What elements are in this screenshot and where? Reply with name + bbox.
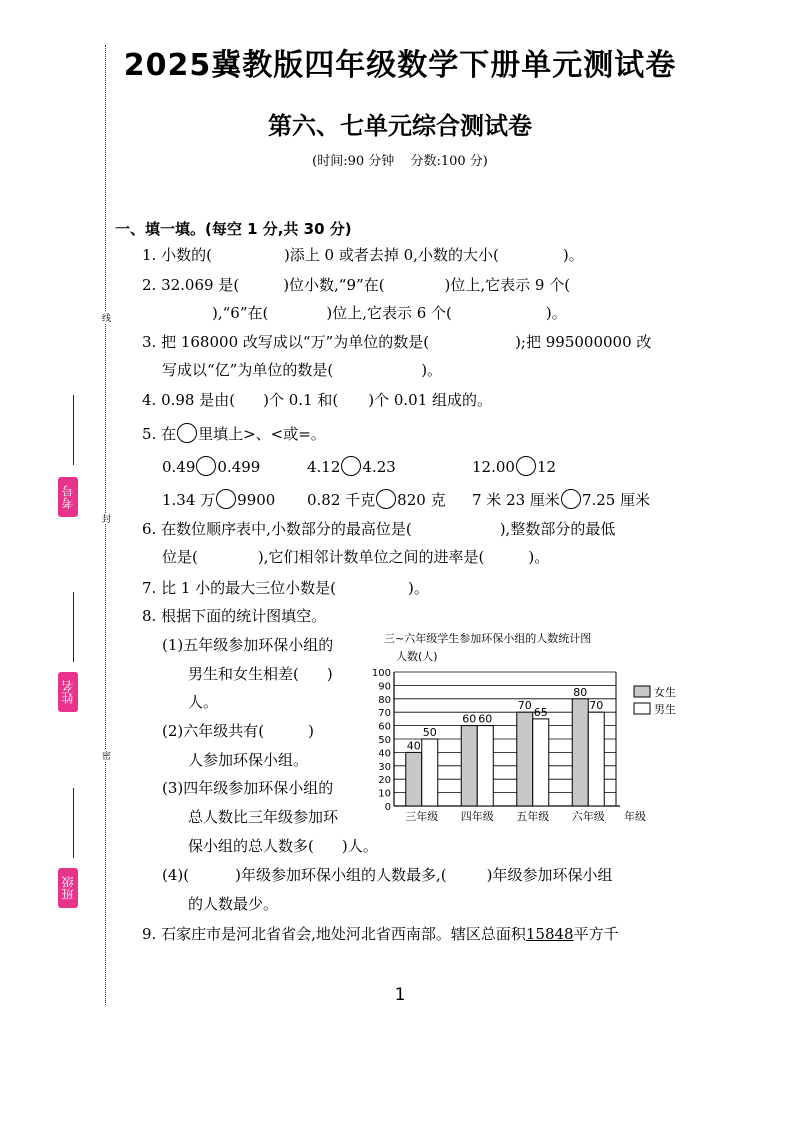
exam-score: 分数:100 分)	[410, 154, 488, 169]
question-6-line-1: 6. 在数位顺序表中,小数部分的最高位是( ),整数部分的最低	[142, 520, 616, 538]
chart-ytick-label: 80	[378, 694, 391, 706]
question-2-line-2: ),“6”在( )位上,它表示 6 个( )。	[212, 304, 567, 322]
chart-legend-label: 女生	[654, 686, 676, 699]
chart-data-label: 50	[422, 726, 437, 739]
chart-ytick-label: 90	[378, 681, 391, 693]
question-9: 9. 石家庄市是河北省省会,地处河北省西南部。辖区总面积15848平方千	[142, 925, 619, 943]
page-subtitle: 第六、七单元综合测试卷	[268, 111, 532, 140]
chart-ytick-label: 50	[378, 735, 391, 746]
class-line	[73, 788, 74, 858]
q8-part-3b: 总人数比三年级参加环	[188, 808, 339, 826]
chart-title: 三~六年级学生参加环保小组的人数统计图	[384, 632, 592, 645]
chart-bar	[533, 719, 549, 806]
q8-part-4b: 的人数最少。	[188, 895, 279, 913]
chart-bar	[572, 699, 588, 806]
exam-number-badge: 考号	[58, 477, 78, 517]
name-line	[73, 592, 74, 662]
chart-ytick-label: 0	[384, 802, 391, 813]
chart-legend-swatch	[634, 703, 650, 714]
section-heading: 一、填一填。(每空 1 分,共 30 分)	[115, 220, 352, 238]
compare-circle-icon[interactable]	[376, 489, 396, 509]
question-8: 8. 根据下面的统计图填空。	[142, 607, 327, 625]
chart-xtick-label: 五年级	[516, 810, 550, 823]
question-3-line-1: 3. 把 168000 改写成以“万”为单位的数是( );把 995000000 改	[142, 333, 652, 351]
chart-ytick-label: 30	[378, 761, 391, 773]
chart-ylabel: 人数(人)	[396, 650, 438, 663]
chart-data-label: 60	[478, 712, 493, 726]
q8-part-1a: (1)五年级参加环保小组的	[162, 636, 334, 654]
compare-circle-icon[interactable]	[561, 489, 581, 509]
class-badge: 班级	[58, 868, 78, 908]
exam-number-line	[73, 395, 74, 465]
question-4: 4. 0.98 是由( )个 0.1 和( )个 0.01 组成的。	[142, 391, 493, 409]
binding-line	[105, 45, 106, 1005]
q8-part-1c: 人。	[188, 693, 219, 711]
question-5: 5. 在 里填上>、<或=。	[142, 425, 326, 443]
chart-data-label: 70	[517, 699, 532, 713]
chart-bar	[588, 712, 604, 806]
chart-ytick-label: 70	[378, 708, 391, 720]
q5-item-6: 7 米 23 厘米 7.25 厘米	[472, 491, 651, 509]
bar-chart-svg	[368, 630, 698, 830]
chart-bar	[517, 712, 533, 806]
q8-part-1b: 男生和女生相差( )	[188, 665, 333, 683]
chart-bar	[477, 726, 493, 806]
q5-item-4: 1.34 万 9900	[162, 491, 276, 509]
chart-data-label: 65	[533, 705, 548, 719]
q5-item-3: 12.00 12	[472, 458, 557, 476]
q8-part-2a: (2)六年级共有( )	[162, 722, 314, 740]
question-1: 1. 小数的( )添上 0 或者去掉 0,小数的大小( )。	[142, 246, 584, 264]
q5-item-1: 0.49 0.499	[162, 458, 261, 476]
margin-mark-seal: 封	[100, 514, 110, 523]
chart-bar	[406, 752, 422, 806]
margin-mark-secret: 密	[100, 751, 110, 760]
compare-circle-icon[interactable]	[216, 489, 236, 509]
chart-bar	[461, 726, 477, 806]
chart-data-label: 60	[462, 712, 477, 726]
chart-xtick-label: 四年级	[460, 810, 494, 823]
chart-legend-label: 男生	[654, 703, 676, 716]
chart-xlabel: 年级	[624, 810, 646, 823]
question-2-line-1: 2. 32.069 是( )位小数,“9”在( )位上,它表示 9 个(	[142, 276, 571, 294]
question-7: 7. 比 1 小的最大三位小数是( )。	[142, 579, 429, 597]
chart-legend-swatch	[634, 686, 650, 697]
q8-part-3c: 保小组的总人数多( )人。	[188, 837, 378, 855]
compare-circle-icon	[177, 423, 197, 443]
q5-item-2: 4.12 4.23	[307, 458, 396, 476]
margin-mark-line: 线	[100, 313, 110, 322]
question-6-line-2: 位是( ),它们相邻计数单位之间的进率是( )。	[162, 548, 550, 566]
q5-item-5: 0.82 千克 820 克	[307, 491, 446, 509]
chart-ytick-label: 40	[378, 748, 391, 760]
page-title: 2025冀教版四年级数学下册单元测试卷	[123, 48, 677, 83]
bar-chart	[368, 630, 698, 830]
compare-circle-icon[interactable]	[196, 456, 216, 476]
chart-xtick-label: 六年级	[571, 810, 605, 823]
chart-data-label: 70	[589, 699, 604, 713]
chart-ytick-label: 20	[378, 775, 391, 787]
chart-bar	[422, 739, 438, 806]
q8-part-4a: (4)( )年级参加环保小组的人数最多,( )年级参加环保小组	[162, 866, 613, 884]
chart-ytick-label: 10	[378, 788, 391, 800]
compare-circle-icon[interactable]	[516, 456, 536, 476]
name-badge: 姓名	[58, 672, 78, 712]
exam-meta	[0, 150, 800, 169]
compare-circle-icon[interactable]	[341, 456, 361, 476]
chart-ytick-label: 100	[371, 668, 391, 679]
exam-time: (时间:90 分钟	[312, 154, 395, 169]
chart-ytick-label: 60	[378, 721, 391, 733]
page-number: 1	[394, 985, 406, 1005]
q8-part-3a: (3)四年级参加环保小组的	[162, 779, 334, 797]
question-3-line-2: 写成以“亿”为单位的数是( )。	[162, 361, 443, 379]
q8-part-2b: 人参加环保小组。	[188, 751, 309, 769]
chart-data-label: 80	[573, 685, 588, 699]
chart-data-label: 40	[406, 739, 421, 753]
chart-xtick-label: 三年级	[405, 810, 439, 823]
